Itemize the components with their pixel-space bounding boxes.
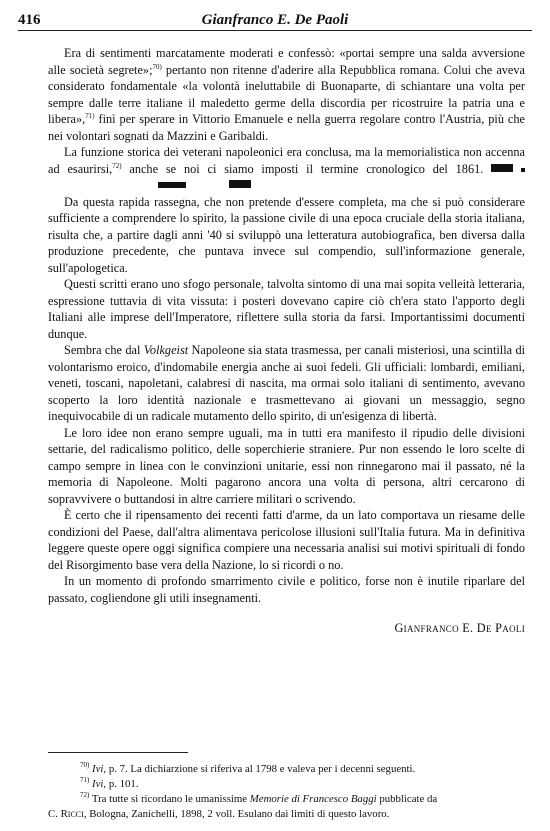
article-body bbox=[48, 45, 525, 637]
ink-smudge bbox=[229, 180, 251, 188]
paragraph-1: Era di sentimenti marcatamente moderati e confessò: «portai sempre una salda avversione alle società segrete»;$^{70)}$ pertanto non ritenne d'aderire alla Repubblica romana. Colui che aveva considerato fondamentale «la volontà ineluttabile di Buonaparte, di schiantare una volta per sempre dalle terre italiane il maledetto germe della discordia per ricostruire la patria una e libera»,$^{71)}$ finì per sperare in Vittorio Emanuele e nella guerra regolare contro l'Austria, più che nei volontari sognati da Mazzini e Garibaldi. bbox=[48, 46, 525, 143]
ink-smudge bbox=[491, 164, 513, 172]
footnote-72-continued: C. Ricci, Bologna, Zanichelli, 1898, 2 voll. Esulano dai limiti di questo lavoro. bbox=[48, 808, 390, 820]
footnote-ref-72: 72) bbox=[112, 161, 122, 170]
paragraph-3: Da questa rapida rassegna, che non pretende d'essere completa, ma che si può considerare sufficiente a comprendere lo spirito, la passione civile di una epoca cruciale della storia italiana, risulta che, a partire dagli anni '40 si sviluppò una letteratura autobiografica, ben diversa dalla produzione precedente, che puntava invece sul compendio, sull'informazione generale, sull'apologetica. bbox=[48, 194, 525, 275]
footnote-ref-71: 71) bbox=[85, 112, 95, 120]
paragraph-4: Questi scritti erano uno sfogo personale, talvolta sintomo di una mai sopita velleità letteraria, espressione tuttavia di vita vissuta: i posteri dovevano capire ciò ch'era stato l'apporto degli Italiani alle imprese dell'Imperatore, riflettere sulla storia da farsi. Importantissimi documenti dunque. bbox=[48, 277, 525, 341]
paragraph-7: È certo che il ripensamento dei recenti fatti d'arme, da un lato comportava un riesame delle condizioni del Paese, dall'altra alimentava pericolose illusioni sull'Italia futura. Ma in definitiva leggere queste opere oggi significa compiere una necessaria analisi sui motivi spirituali di fondo del Risorgimento base vera della Nazione, lo si ricordi o no. bbox=[48, 508, 525, 572]
ink-smudge bbox=[158, 182, 186, 188]
footnote-71: $^{71)}$ Ivi, p. 101. bbox=[80, 776, 139, 790]
paragraph-5: Sembra che dal Volkgeist Napoleone sia stata trasmessa, per canali misteriosi, una scintilla di volontarismo eroico, d'indomabile energia anche ai suoi fedeli. Gli ufficiali: lombardi, emiliani, veneti, toscani, napoletani, calabresi di nascita, ma ormai solo italiani di sentimento, avevano scoperto la loro identità nazionale e trasmettevano ai giovani un messaggio, segno inequivocabile di un radicale mutamento dello spirito, di un'esigenza di libertà. bbox=[48, 343, 526, 423]
paragraph-8: In un momento di profondo smarrimento civile e politico, forse non è inutile riparlare del passato, cogliendone gli utili insegnamenti. bbox=[48, 574, 525, 605]
ink-smudge bbox=[521, 168, 525, 172]
author-signature: Gianfranco E. De Paoli bbox=[394, 621, 525, 635]
paragraph-2: La funzione storica dei veterani napoleonici era conclusa, ma la memorialistica non accenna ad esaurirsi,$^{72)}$ anche se noi ci siamo imposti il termine cronologico del 1861. bbox=[48, 144, 525, 194]
footnote-72: $^{72)}$ Tra tutte si ricordano le umanissime Memorie di Francesco Baggi pubblicate da bbox=[80, 791, 438, 805]
page-header bbox=[18, 8, 532, 32]
footnote-70: $^{70)}$ Ivi, p. 7. La dichiarzione si riferiva al 1798 e valeva per i decenni seguenti. bbox=[80, 761, 416, 775]
page-number: 416 bbox=[18, 12, 41, 28]
footnote-ref-70: 70) bbox=[152, 62, 162, 71]
footnote-rule bbox=[48, 752, 188, 753]
header-rule bbox=[18, 30, 532, 31]
running-title: Gianfranco E. De Paoli bbox=[201, 12, 349, 28]
footnotes bbox=[48, 762, 525, 822]
paragraph-6: Le loro idee non erano sempre uguali, ma in tutti era manifesto il ripudio delle divisioni settarie, del radicalismo politico, delle soperchierie straniere. Pur non essendo le loro scelte di campo sempre in linea con le convinzioni unitarie, essi non rinnegarono mai il passato, né la memoria di Napoleone. Molti pagarono ancora una volta di persona, altri cercarono di sopravvivere o buttandosi in altre carriere militari o scrivendo. bbox=[48, 425, 525, 506]
